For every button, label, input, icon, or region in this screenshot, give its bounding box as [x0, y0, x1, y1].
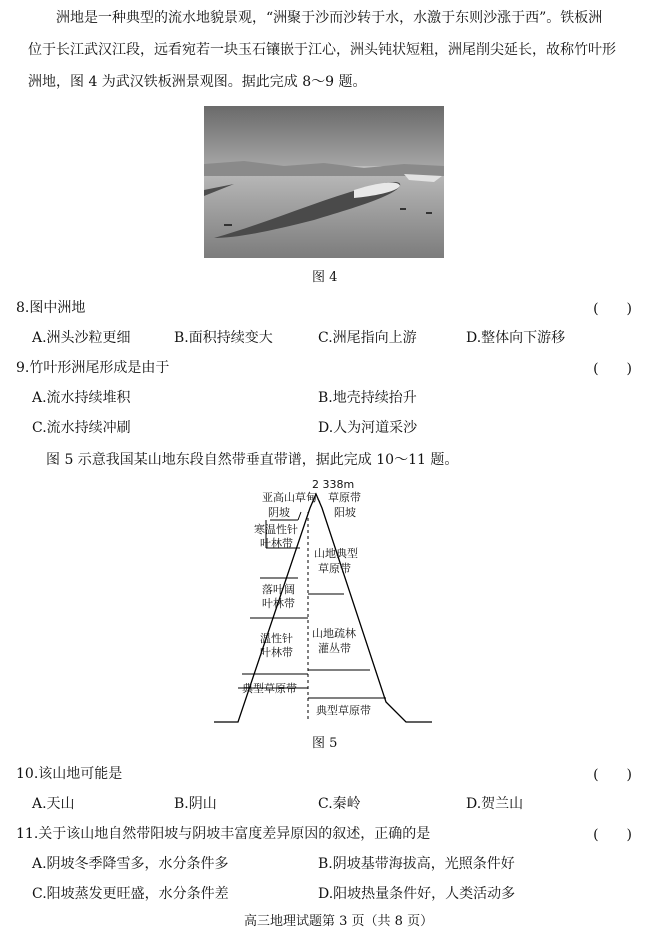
q11-stem: 11.关于该山地自然带阳坡与阴坡丰富度差异原因的叙述，正确的是 [16, 826, 431, 842]
left-belt-3-b: 叶林带 [260, 646, 293, 659]
q10-option-d: D.贺兰山 [466, 796, 524, 812]
q8-option-a: A.洲头沙粒更细 [32, 330, 131, 346]
intro-line-3: 洲地，图 4 为武汉铁板洲景观图。据此完成 8～9 题。 [28, 74, 367, 90]
q8-stem: 8.图中洲地 [16, 300, 86, 316]
q10-answer-paren: ( ) [593, 767, 632, 783]
right-belt-3: 典型草原带 [316, 704, 371, 717]
left-belt-4: 典型草原带 [242, 682, 297, 695]
q11-option-a: A.阴坡冬季降雪多，水分条件多 [32, 856, 229, 872]
q9-option-c: C.流水持续冲刷 [32, 420, 131, 436]
left-belt-3-a: 温性针 [260, 632, 293, 645]
intro-line-1: 洲地是一种典型的流水地貌景观，“洲聚于沙而沙转于水，水激于东则沙涨于西”。铁板洲 [56, 10, 603, 26]
q10-option-a: A.天山 [32, 796, 75, 812]
left-belt-1-a: 寒温性针 [254, 523, 298, 536]
q8-answer-paren: ( ) [593, 301, 632, 317]
intro-fig5: 图 5 示意我国某山地东段自然带垂直带谱，据此完成 10～11 题。 [46, 452, 459, 468]
q11-answer-paren: ( ) [593, 827, 632, 843]
q8-option-b: B.面积持续变大 [174, 330, 273, 346]
left-belt-2-a: 落叶阔 [262, 583, 295, 596]
intro-line-2: 位于长江武汉江段，远看宛若一块玉石镶嵌于江心，洲头钝状短粗，洲尾削尖延长，故称竹叶形 [28, 42, 616, 58]
figure-4-caption: 图 4 [312, 270, 338, 285]
sunny-slope-label: 阳坡 [334, 506, 356, 519]
q10-option-c: C.秦岭 [318, 796, 361, 812]
left-belt-1-b: 叶林带 [260, 537, 293, 550]
q9-stem: 9.竹叶形洲尾形成是由于 [16, 360, 170, 376]
right-belt-2-b: 灌丛带 [318, 642, 351, 655]
page-footer: 高三地理试题第 3 页（共 8 页） [244, 914, 434, 929]
q10-option-b: B.阴山 [174, 796, 217, 812]
shady-slope-label: 阴坡 [268, 506, 290, 519]
q8-option-d: D.整体向下游移 [466, 330, 566, 346]
q11-option-b: B.阴坡基带海拔高，光照条件好 [318, 856, 515, 872]
peak-elevation: 2 338m [312, 478, 355, 491]
top-belt-label: 亚高山草甸、草原带 [262, 491, 361, 504]
q8-option-c: C.洲尾指向上游 [318, 330, 417, 346]
q9-option-b: B.地壳持续抬升 [318, 390, 417, 406]
q9-answer-paren: ( ) [593, 361, 632, 377]
q9-option-a: A.流水持续堆积 [32, 390, 131, 406]
left-belt-2-b: 叶林带 [262, 597, 295, 610]
figure-4-photo [204, 106, 444, 258]
right-belt-1-b: 草原带 [318, 562, 351, 575]
q11-option-c: C.阳坡蒸发更旺盛，水分条件差 [32, 886, 229, 902]
right-belt-2-a: 山地疏林 [312, 627, 356, 640]
q11-option-d: D.阳坡热量条件好，人类活动多 [318, 886, 516, 902]
right-belt-1-a: 山地典型 [314, 547, 358, 560]
figure-5-caption: 图 5 [312, 736, 338, 751]
q10-stem: 10.该山地可能是 [16, 766, 123, 782]
q9-option-d: D.人为河道采沙 [318, 420, 418, 436]
